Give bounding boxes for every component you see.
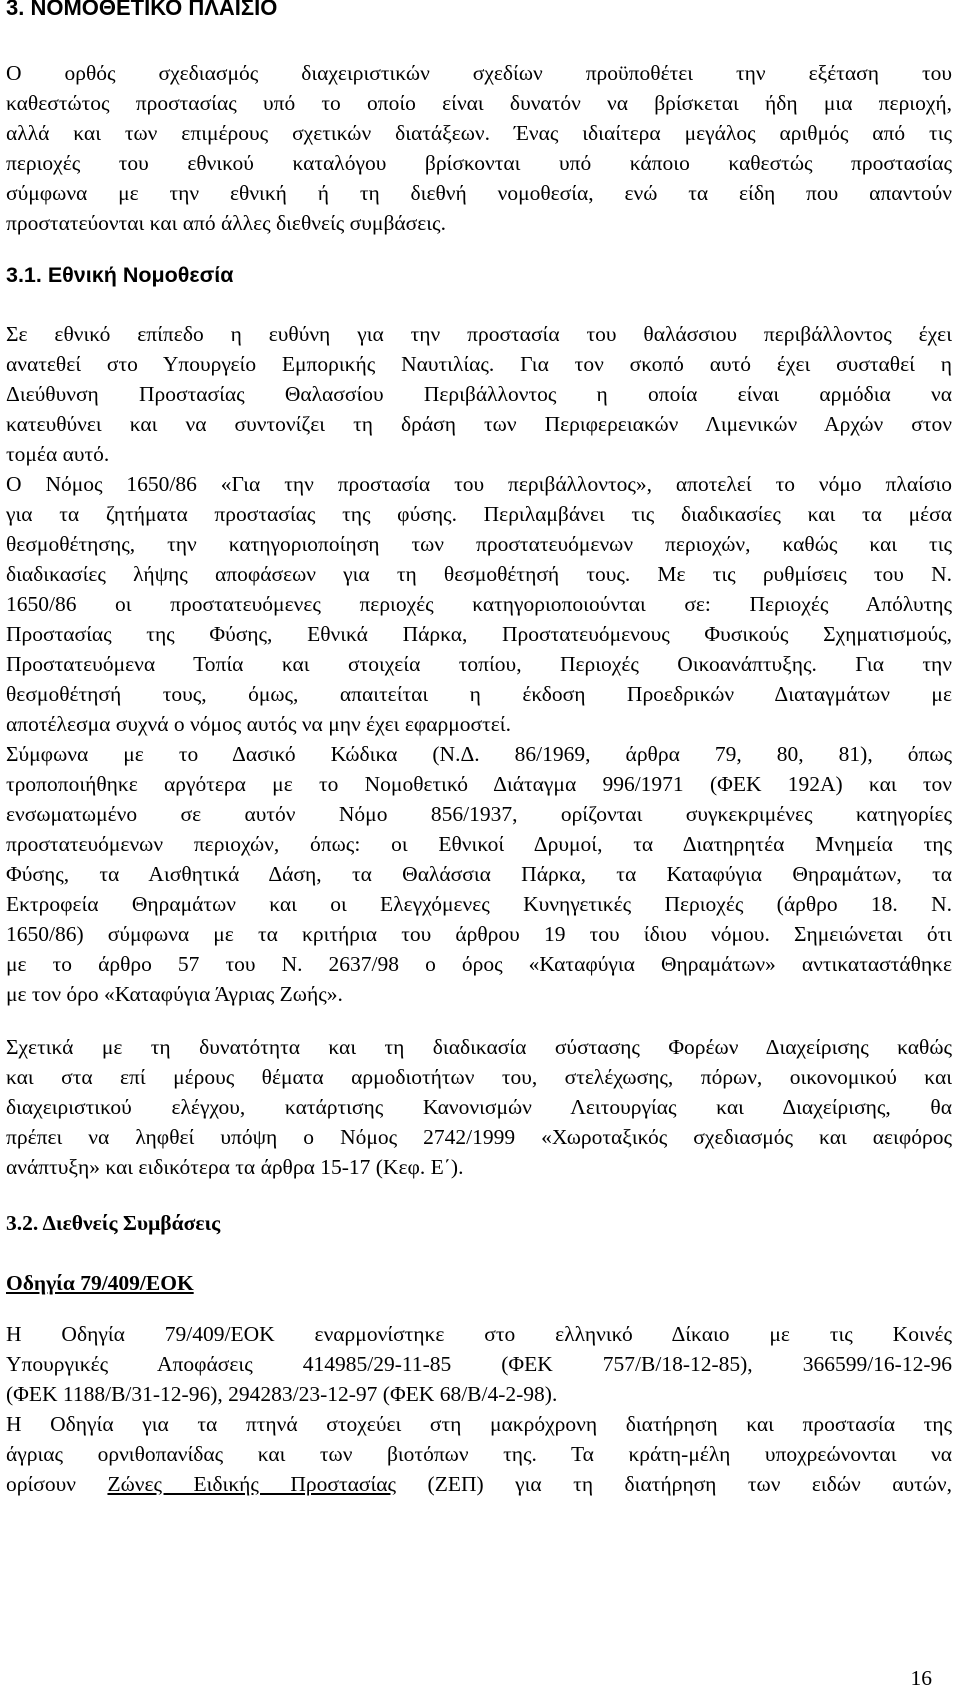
paragraph-line: και στα επί μέρους θέματα αρμοδιοτήτων του, στελέχωσης, πόρων, οικονομικού και: [6, 1065, 952, 1089]
last-line-before: ορίσουν: [6, 1472, 108, 1496]
paragraph-line: Προστατευόμενα Τοπία και στοιχεία τοπίου, Περιοχές Οικοανάπτυξης. Για την: [6, 652, 952, 676]
intro-line: περιοχές του εθνικού καταλόγου βρίσκονται υπό κάποιο καθεστώς προστασίας: [6, 151, 952, 175]
paragraph-line: θεσμοθέτησή τους, όμως, απαιτείται η έκδοση Προεδρικών Διαταγμάτων με: [6, 682, 952, 706]
paragraph-line: Σύμφωνα με το Δασικό Κώδικα (Ν.Δ. 86/1969, άρθρα 79, 80, 81), όπως: [6, 742, 952, 766]
page-number: 16: [910, 1666, 932, 1690]
section-title: 3. ΝΟΜΟΘΕΤΙΚΟ ΠΛΑΙΣΙΟ: [6, 0, 278, 20]
paragraph-line: Σε εθνικό επίπεδο η ευθύνη για την προστασία του θαλάσσιου περιβάλλοντος έχει: [6, 322, 952, 346]
paragraph-line-last: [6, 1470, 952, 1498]
paragraph-line: με το άρθρο 57 του Ν. 2637/98 ο όρος «Καταφύγια Θηραμάτων» αντικαταστάθηκε: [6, 952, 952, 976]
paragraph-line: Σχετικά με τη δυνατότητα και τη διαδικασία σύστασης Φορέων Διαχείρισης καθώς: [6, 1035, 952, 1059]
paragraph-line: αποτέλεσμα συχνά ο νόμος αυτός να μην έχει εφαρμοστεί.: [6, 712, 511, 736]
directive-title: Οδηγία 79/409/ΕΟΚ: [6, 1271, 194, 1295]
paragraph-line: πρέπει να ληφθεί υπόψη ο Νόμος 2742/1999 «Χωροταξικός σχεδιασμός και αειφόρος: [6, 1125, 952, 1149]
paragraph-line: κατευθύνει και να συντονίζει τη δράση των Περιφερειακών Λιμενικών Αρχών στον: [6, 412, 952, 436]
paragraph-line: τομέα αυτό.: [6, 442, 110, 466]
spa-zones-underlined: Ζώνες Ειδικής Προστασίας: [107, 1472, 397, 1496]
last-line-after: (ΖΕΠ) για τη διατήρηση των ειδών αυτών,: [396, 1472, 952, 1496]
subsection-title-national: 3.1. Εθνική Νομοθεσία: [6, 263, 234, 287]
paragraph-line: Η Οδηγία 79/409/ΕΟΚ εναρμονίστηκε στο ελληνικό Δίκαιο με τις Κοινές: [6, 1322, 952, 1346]
paragraph-line: Η Οδηγία για τα πτηνά στοχεύει στη μακρόχρονη διατήρηση και προστασία της: [6, 1412, 952, 1436]
paragraph-line: για τα ζητήματα προστασίας της φύσης. Περιλαμβάνει τις διαδικασίες και τα μέσα: [6, 502, 952, 526]
paragraph-line: 1650/86) σύμφωνα με τα κριτήρια του άρθρου 19 του ίδιου νόμου. Σημειώνεται ότι: [6, 922, 952, 946]
paragraph-line: διαδικασίες λήψης αποφάσεων για τη θεσμοθέτησή τους. Με τις ρυθμίσεις του Ν.: [6, 562, 952, 586]
paragraph-line: Προστασίας της Φύσης, Εθνικά Πάρκα, Προστατευόμενους Φυσικούς Σχηματισμούς,: [6, 622, 952, 646]
paragraph-line: άγριας ορνιθοπανίδας και των βιοτόπων της. Τα κράτη-μέλη υποχρεώνονται να: [6, 1442, 952, 1466]
intro-line: σύμφωνα με την εθνική ή τη διεθνή νομοθεσία, ενώ τα είδη που απαντούν: [6, 181, 952, 205]
paragraph-line: (ΦΕΚ 1188/Β/31-12-96), 294283/23-12-97 (ΦΕΚ 68/Β/4-2-98).: [6, 1382, 558, 1406]
subsection-title-international: 3.2. Διεθνείς Συμβάσεις: [6, 1211, 221, 1235]
intro-line: αλλά και των επιμέρους σχετικών διατάξεων. Ένας ιδιαίτερα μεγάλος αριθμός από τις: [6, 121, 952, 145]
intro-line: καθεστώτος προστασίας υπό το οποίο είναι δυνατόν να βρίσκεται ήδη μια περιοχή,: [6, 91, 952, 115]
paragraph-line: Φύσης, τα Αισθητικά Δάση, τα Θαλάσσια Πάρκα, τα Καταφύγια Θηραμάτων, τα: [6, 862, 952, 886]
paragraph-line: θεσμοθέτησης, την κατηγοριοποίηση των προστατευόμενων περιοχών, καθώς και τις: [6, 532, 952, 556]
paragraph-line: Ο Νόμος 1650/86 «Για την προστασία του περιβάλλοντος», αποτελεί το νόμο πλαίσιο: [6, 472, 952, 496]
paragraph-line: τροποποιήθηκε αργότερα με το Νομοθετικό Διάταγμα 996/1971 (ΦΕΚ 192Α) και τον: [6, 772, 952, 796]
intro-line: Ο ορθός σχεδιασμός διαχειριστικών σχεδίων προϋποθέτει την εξέταση του: [6, 61, 952, 85]
paragraph-line: Εκτροφεία Θηραμάτων και οι Ελεγχόμενες Κυνηγετικές Περιοχές (άρθρο 18. Ν.: [6, 892, 952, 916]
paragraph-line: 1650/86 οι προστατευόμενες περιοχές κατηγοριοποιούνται σε: Περιοχές Απόλυτης: [6, 592, 952, 616]
paragraph-line: ανατεθεί στο Υπουργείο Εμπορικής Ναυτιλίας. Για τον σκοπό αυτό έχει συσταθεί η: [6, 352, 952, 376]
paragraph-line: ανάπτυξη» και ειδικότερα τα άρθρα 15-17 (Κεφ. Ε΄).: [6, 1155, 464, 1179]
paragraph-line: προστατευόμενων περιοχών, όπως: οι Εθνικοί Δρυμοί, τα Διατηρητέα Μνημεία της: [6, 832, 952, 856]
paragraph-line: Διεύθυνση Προστασίας Θαλασσίου Περιβάλλοντος η οποία είναι αρμόδια να: [6, 382, 952, 406]
intro-line: προστατεύονται και από άλλες διεθνείς συμβάσεις.: [6, 211, 446, 235]
paragraph-line: Υπουργικές Αποφάσεις 414985/29-11-85 (ΦΕΚ 757/Β/18-12-85), 366599/16-12-96: [6, 1352, 952, 1376]
paragraph-line: με τον όρο «Καταφύγια Άγριας Ζωής».: [6, 982, 343, 1006]
paragraph-line: διαχειριστικού ελέγχου, κατάρτισης Κανονισμών Λειτουργίας και Διαχείρισης, θα: [6, 1095, 952, 1119]
paragraph-line: ενσωματωμένο σε αυτόν Νόμο 856/1937, ορίζονται συγκεκριμένες κατηγορίες: [6, 802, 952, 826]
